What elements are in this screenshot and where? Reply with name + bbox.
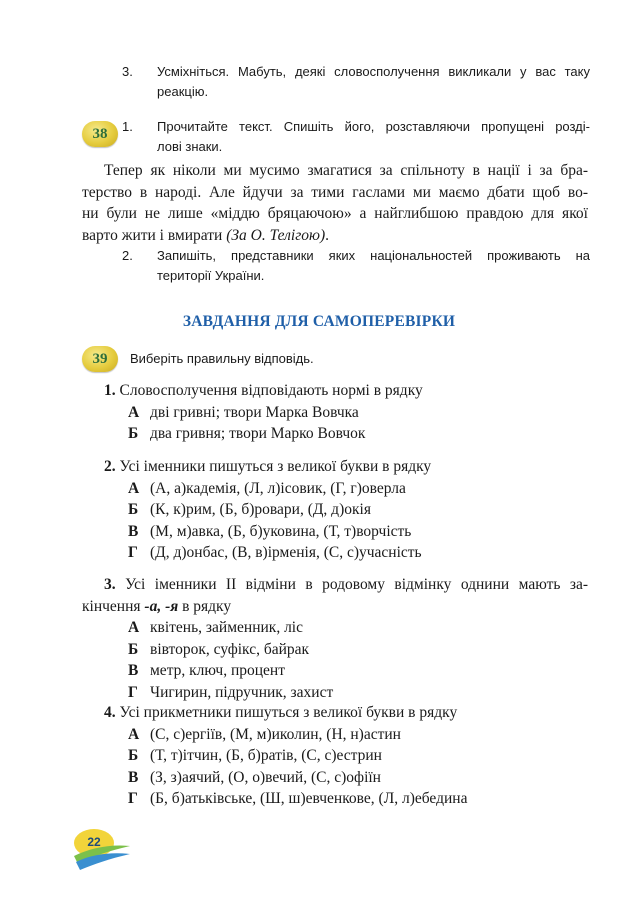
question-1 [82,380,588,445]
exercise-38-task-2 [122,246,590,286]
exercise-badge-39: 39 [82,346,118,372]
question-3 [82,574,588,703]
answer-option: Г (Б, б)атьківське, (Ш, ш)евченкове, (Л, л)ебедина [128,790,468,807]
page-number: 22 [87,835,101,849]
exercise-badge-38: 38 [82,121,118,147]
endings: -а, -я [144,597,179,615]
answer-option: А (С, с)ергіїв, (М, м)иколин, (Н, н)астин [128,725,401,743]
task-text: Прочитайте текст. Спишіть його, розставляючи пропущені розді- лові знаки. [157,119,590,154]
task-number: 1. [122,119,133,134]
item-number: 3. [122,64,133,79]
text-line: Тепер як ніколи ми мусимо змагатися за спільноту в нації і за бра- [104,162,588,179]
page-swoosh-icon [72,826,132,872]
answer-option: Г Чигирин, підручник, захист [128,683,334,701]
question-text: 1. Словосполучення відповідають нормі в рядку [104,382,423,399]
exercise-39-instruction: Виберіть правильну відповідь. [130,351,314,366]
answer-option: А (А, а)кадемія, (Л, л)ісовик, (Г, г)оверла [128,479,406,497]
question-text: 3. Усі іменники ІІ відміни в родовому відмінку однини мають за- [104,576,589,593]
question-text-continued: кінчення -а, -я в рядку [82,597,232,615]
text-line: ни були не лише «міддю бряцаючою» а найглибшою правдою для якої [82,205,588,222]
intro-item-3 [122,62,590,102]
answer-option: А дві гривні; твори Марка Вовчка [128,403,359,421]
answer-option: В (М, м)авка, (Б, б)уковина, (Т, т)ворчість [128,522,412,540]
answer-option: Б два гривня; твори Марко Вовчок [128,425,366,442]
text-source: (За О. Телігою) [226,226,326,244]
task-text: Запишіть, представники яких національностей проживають на території України. [157,248,590,283]
exercise-38-text [82,160,588,246]
answer-option: А квітень, займенник, ліс [128,619,303,636]
answer-option: Б (Т, т)ітчин, (Б, б)ратів, (С, с)естрин [128,747,382,764]
answer-option: Б (К, к)рим, (Б, б)ровари, (Д, д)окія [128,501,371,518]
text-line: терство в народі. Але йдучи за тими гаслами ми маємо дбати щоб во- [82,183,588,201]
answer-option: В метр, ключ, процент [128,662,285,679]
section-title: ЗАВДАННЯ ДЛЯ САМОПЕРЕВІРКИ [182,313,456,330]
question-text: 4. Усі прикметники пишуться з великої букви в рядку [104,704,458,721]
question-2 [82,456,588,564]
answer-option: В (З, з)аячий, (О, о)вечий, (С, с)офіїн [128,768,381,786]
question-text: 2. Усі іменники пишуться з великої букви в рядку [104,458,432,475]
text-line: варто жити і вмирати (За О. Телігою). [82,226,329,244]
question-4 [82,702,588,810]
exercise-38-task-1 [122,117,590,157]
answer-option: Б вівторок, суфікс, байрак [128,640,310,658]
task-number: 2. [122,248,133,263]
page-footer [72,826,132,872]
item-text: Усміхніться. Мабуть, деякі словосполучення викликали у вас таку реакцію. [157,64,590,99]
answer-option: Г (Д, д)онбас, (В, в)ірменія, (С, с)учасність [128,544,422,561]
